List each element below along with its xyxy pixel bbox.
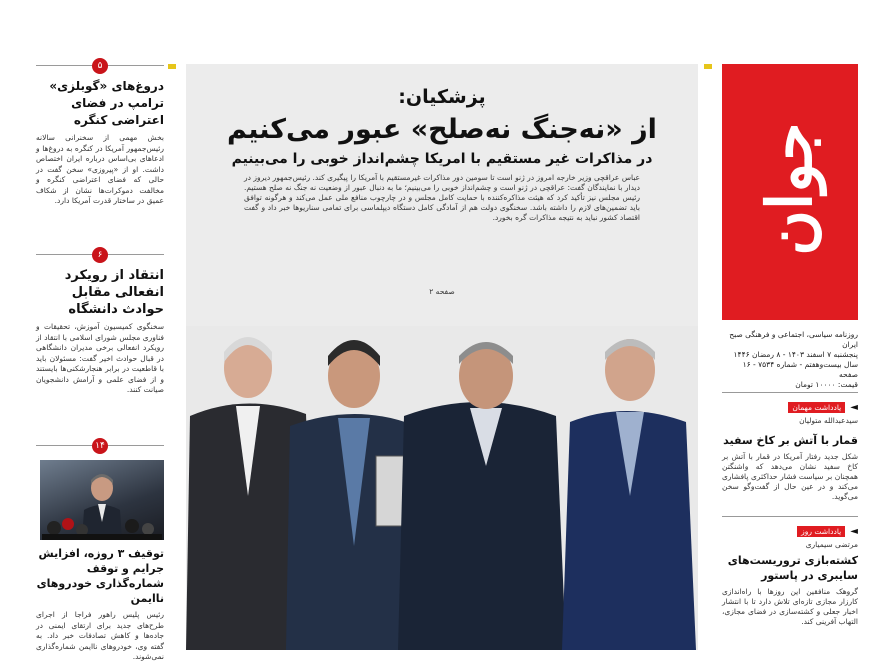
story-headline[interactable]: دروغ‌های «گوبلزی» ترامپ در فضای اعتراضی کنگره: [49, 79, 164, 127]
masthead-logo: [722, 64, 858, 320]
page-number-badge: ۵: [92, 58, 108, 74]
arrow-icon: ◄: [850, 526, 858, 537]
lead-paragraph: عباس عراقچی وزیر خارجه امروز در ژنو است تا سومین دور مذاکرات غیرمستقیم با آمریکا را پیگیری کند. رئیس‌جمهور دیروز در دیدار با نمایندگان گفت: عراقچی در ژنو است و چشم‌انداز خوبی را می‌بینیم؛ ما به دنبال عبور از وضعیت نه جنگ نه صلح هستیم. رئیس مجلس نیز تأکید کرد که هیئت مذاکره‌کننده با حمایت کامل مجلس و در چارچوب منافع ملی عمل می‌کند و هرگونه توافق باید تضمین‌های لازم را داشته باشد. سخنگوی دولت هم از آمادگی کامل دستگاه دیپلماسی برای تمامی سناریوها خبر داد و گفت اقتصاد کشور نباید به نتیجه مذاکرات گره بخورد.: [244, 173, 640, 222]
main-headline[interactable]: از «نه‌جنگ نه‌صلح» عبور می‌کنیم: [227, 114, 657, 145]
note-body: گروهک منافقین این روزها با راه‌اندازی کارزار مجازی تازه‌ای تلاش دارد تا با انتشار اخبار جعلی و کشته‌سازی در فضای مجازی، التهاب آفرینی کند.: [722, 587, 858, 626]
note-headline[interactable]: قمار با آتش بر کاخ سفید: [723, 434, 858, 447]
four-officials-image: [186, 326, 698, 650]
note-tag: یادداشت مهمان: [788, 402, 845, 413]
lead-story: [186, 64, 698, 650]
story-body: بخش مهمی از سخنرانی سالانه رئیس‌جمهور آمریکا در کنگره به دروغ‌ها و ادعاهای بی‌اساس درباره ایران اختصاص داشت. او از «پیروزی» سخن گفت در حالی که فضای اعتراضی کنگره و مخالفت دموکرات‌ها نشان از شکاف عمیق در ساختار قدرت آمریکا دارد.: [36, 133, 164, 205]
note-headline[interactable]: کشته‌بازی تروریست‌های سایبری در پاستور: [727, 554, 858, 582]
note-author: سیدعبدالله متولیان: [799, 416, 858, 425]
note-tag: یادداشت روز: [797, 526, 845, 537]
officials-photo: [186, 326, 698, 650]
masthead-title: جوان: [753, 122, 826, 256]
story-body: رئیس پلیس راهور فراجا از اجرای طرح‌های جدید برای ارتقای ایمنی در جاده‌ها و کاهش تصادفات خبر داد. به گفته وی، خودروهای ناایمن شماره‌گذاری نمی‌شوند.: [36, 610, 164, 661]
story-headline[interactable]: توقیف ۳ روزه، افزایش جرایم و توقف شماره‌گذاری خودروهای ناایمن: [36, 547, 164, 605]
story-kicker: پزشکیان:: [398, 86, 486, 108]
section-divider: [36, 247, 164, 263]
story-body: سخنگوی کمیسیون آموزش، تحقیقات و فناوری مجلس شورای اسلامی با انتقاد از رویکرد انفعالی برخی مدیران دانشگاهی در قبال حوادث اخیر گفت: مسئولان باید با قاطعیت در برابر هنجارشکنی‌ها بایستند و از فضای علمی و آرامش دانشجویان صیانت کنند.: [36, 322, 164, 394]
story-headline[interactable]: انتقاد از رویکرد انفعالی مقابل حوادث دانشگاه: [64, 268, 164, 317]
note-body: شکل جدید رفتار آمریکا در قمار با آتش بر کاخ سفید نشان می‌دهد که واشنگتن همچنان بر سیاست فشار حداکثری پافشاری می‌کند و در عین حال از گفت‌وگو سخن می‌گوید.: [722, 452, 858, 501]
masthead-info: [722, 330, 858, 390]
day-note: [722, 516, 858, 647]
microphones-icon: [42, 514, 162, 540]
page-number-badge: ۶: [92, 247, 108, 263]
guest-note: [722, 392, 858, 532]
arrow-icon: ◄: [850, 402, 858, 413]
section-divider: [36, 438, 164, 454]
page-number-badge: ۱۴: [92, 438, 108, 454]
publication-date: پنجشنبه ۷ اسفند ۱۴۰۳ - ۸ رمضان ۱۴۴۶: [733, 350, 858, 359]
page-reference: صفحه ۲: [429, 287, 455, 296]
story-photo: [40, 460, 164, 540]
issue-number: سال بیست‌وهفتم - شماره ۷۵۳۴ - ۱۶ صفحه: [742, 360, 858, 379]
left-column: [36, 0, 164, 661]
section-divider: [36, 58, 164, 74]
note-author: مرتضی سیمیاری: [805, 540, 858, 549]
publication-tagline: روزنامه سیاسی، اجتماعی و فرهنگی صبح ایران: [729, 330, 858, 349]
sub-headline: در مذاکرات غیر مستقیم با امریکا چشم‌انداز خوبی را می‌بینیم: [231, 151, 653, 167]
price: قیمت: ۱۰۰۰۰ تومان: [795, 380, 858, 389]
